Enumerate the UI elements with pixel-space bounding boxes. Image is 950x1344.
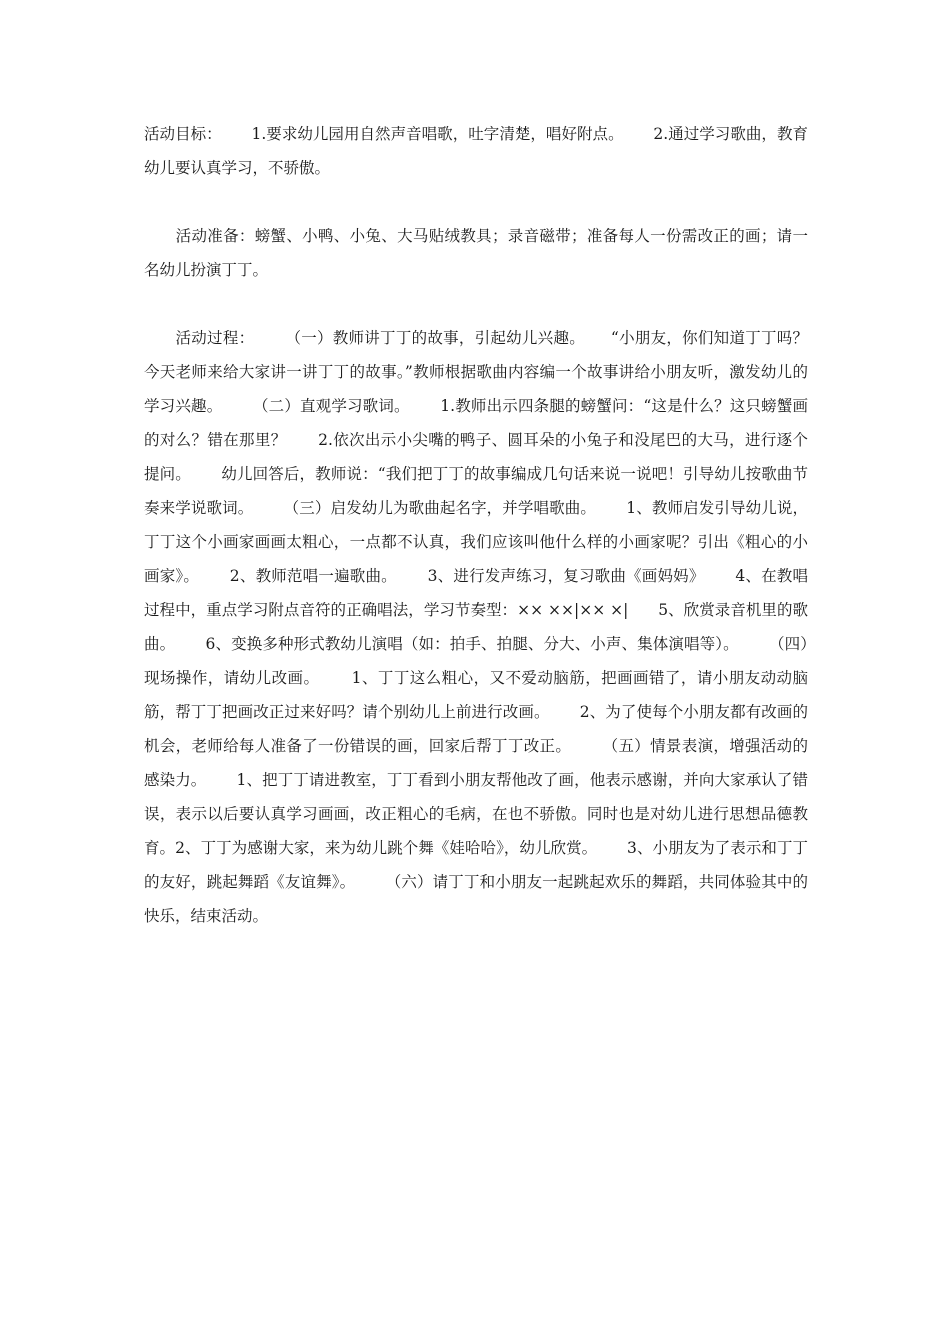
paragraph-spacer: [144, 185, 808, 219]
activity-preparation-paragraph: 活动准备：螃蟹、小鸭、小兔、大马贴绒教具；录音磁带；准备每人一份需改正的画；请一名幼儿扮演丁丁。: [144, 227, 808, 279]
activity-process-paragraph: 活动过程： （一）教师讲丁丁的故事，引起幼儿兴趣。 “小朋友，你们知道丁丁吗？今天老师来给大家讲一讲丁丁的故事。”教师根据歌曲内容编一个故事讲给小朋友听，激发幼儿的学习兴趣。 （二）直观学习歌词。 1.教师出示四条腿的螃蟹问：“这是什么？这只螃蟹画的对么？错在那里？ 2.依次出示小尖嘴的鸭子、圆耳朵的小兔子和没尾巴的大马，进行逐个提问。 幼儿回答后，教师说：“我们把丁丁的故事编成几句话来说一说吧！引导幼儿按歌曲节奏来学说歌词。 （三）启发幼儿为歌曲起名字，并学唱歌曲。 1、教师启发引导幼儿说，丁丁这个小画家画画太粗心，一点都不认真，我们应该叫他什么样的小画家呢？引出《粗心的小画家》。 2、教师范唱一遍歌曲。 3、进行发声练习，复习歌曲《画妈妈》 4、在教唱过程中，重点学习附点音符的正确唱法，学习节奏型：×× ××|×× ×| 5、欣赏录音机里的歌曲。 6、变换多种形式教幼儿演唱（如：拍手、拍腿、分大、小声、集体演唱等）。 （四）现场操作，请幼儿改画。 1、丁丁这么粗心，又不爱动脑筋，把画画错了，请小朋友动动脑筋，帮丁丁把画改正过来好吗？请个别幼儿上前进行改画。 2、为了使每个小朋友都有改画的机会，老师给每人准备了一份错误的画，回家后帮丁丁改正。 （五）情景表演，增强活动的感染力。 1、把丁丁请进教室，丁丁看到小朋友帮他改了画，他表示感谢，并向大家承认了错误，表示以后要认真学习画画，改正粗心的毛病，在也不骄傲。同时也是对幼儿进行思想品德教育。2、丁丁为感谢大家，来为幼儿跳个舞《娃哈哈》，幼儿欣赏。 3、小朋友为了表示和丁丁的友好，跳起舞蹈《友谊舞》。 （六）请丁丁和小朋友一起跳起欢乐的舞蹈，共同体验其中的快乐，结束活动。: [144, 329, 808, 925]
paragraph-spacer: [144, 287, 808, 321]
document-page: [144, 117, 808, 933]
activity-goals-paragraph: 活动目标： 1.要求幼儿园用自然声音唱歌，吐字清楚，唱好附点。 2.通过学习歌曲，教育幼儿要认真学习，不骄傲。: [144, 125, 808, 177]
